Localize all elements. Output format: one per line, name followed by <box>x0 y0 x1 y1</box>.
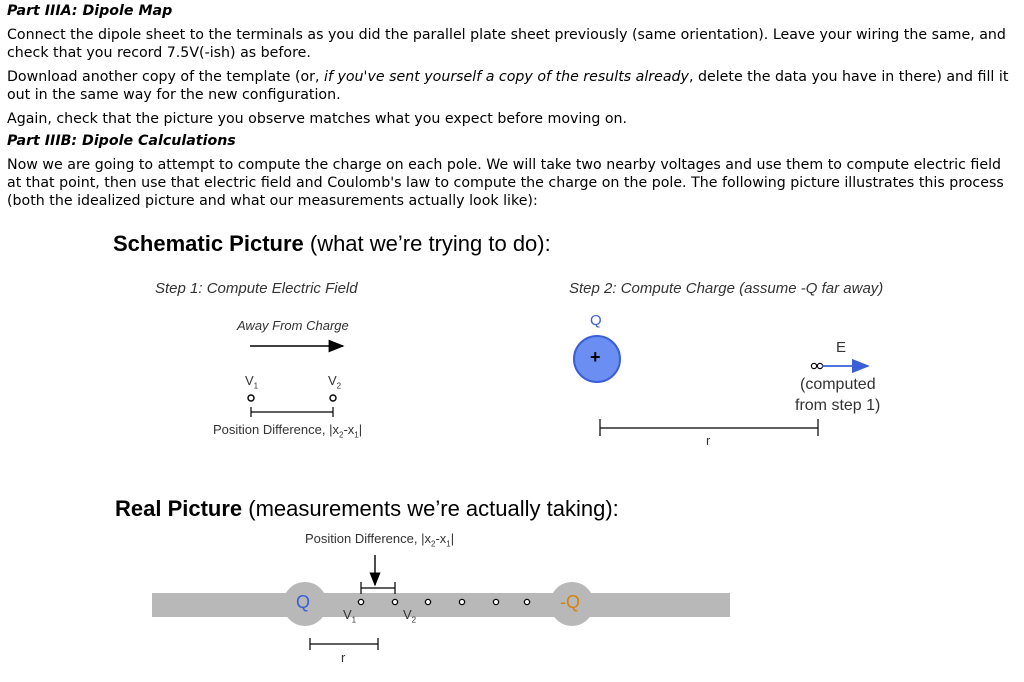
schematic-title-bold: Schematic Picture <box>113 231 304 256</box>
posdiff-mid: -x <box>343 422 355 437</box>
paragraph-compute-charge: Now we are going to attempt to compute the charge on each pole. We will take two nearby voltages and use them to compute electric field at that point, then use that electric field and Coulomb's law to compute the charge on the pole. The following picture illustrates this process (both the idealized picture and what our measurements actually look like): <box>7 157 1004 209</box>
plus-sign: + <box>590 347 601 367</box>
v1-text: V <box>245 373 254 388</box>
posdiff-a: Position Difference, |x <box>213 422 339 437</box>
posdiff-end: | <box>358 422 363 437</box>
paragraph-check-picture: Again, check that the picture you observe matches what you expect before moving on. <box>7 111 628 127</box>
real-v2-label <box>403 607 416 625</box>
v1-label <box>245 373 258 391</box>
real-title-bold: Real Picture <box>115 496 243 521</box>
step1-label: Step 1: Compute Electric Field <box>155 280 358 297</box>
para2-text-b: , delete the data you have in there) and fill it out in the same way for the new configuration. <box>7 69 1009 103</box>
real-r-label: r <box>341 650 346 665</box>
v1-sub: 1 <box>253 381 259 391</box>
dipole-bar <box>152 593 730 617</box>
posdiff-sub1: 2 <box>338 430 344 440</box>
real-v2-text: V <box>403 607 412 622</box>
para2-italic: if you've sent yourself a copy of the results already <box>324 69 689 85</box>
r-label: r <box>706 433 711 448</box>
v2-sub: 2 <box>336 381 342 391</box>
e-label: E <box>836 339 847 356</box>
real-v1-label <box>343 607 356 625</box>
part-3b-heading: Part IIIB: Dipole Calculations <box>7 133 236 149</box>
computed-label-2: from step 1) <box>795 397 881 414</box>
real-posdiff-mid: -x <box>435 531 447 546</box>
real-title-rest: (measurements we’re actually taking): <box>242 496 619 521</box>
computed-label-1: (computed <box>800 376 876 393</box>
real-v1-sub: 1 <box>351 615 357 625</box>
real-posdiff-end: | <box>450 531 455 546</box>
real-q-label: Q <box>296 592 311 612</box>
document-body <box>7 0 1019 220</box>
q-label: Q <box>590 312 602 329</box>
real-v1-text: V <box>343 607 352 622</box>
step2-label: Step 2: Compute Charge (assume -Q far away) <box>569 280 884 297</box>
real-v2-sub: 2 <box>411 615 417 625</box>
real-posdiff-sub1: 2 <box>430 539 436 549</box>
v2-point <box>330 395 336 401</box>
real-posdiff-label <box>305 531 454 549</box>
posdiff-sub2: 1 <box>354 430 359 440</box>
real-posdiff-a: Position Difference, |x <box>305 531 431 546</box>
paragraph-download-template <box>7 68 1019 104</box>
v2-label <box>328 373 341 391</box>
real-negq-label: -Q <box>560 592 580 612</box>
away-label: Away From Charge <box>237 318 349 333</box>
real-title <box>115 496 619 522</box>
part-3a-heading: Part IIIA: Dipole Map <box>7 3 173 19</box>
v2-text: V <box>328 373 337 388</box>
schematic-title <box>113 231 551 257</box>
schematic-title-rest: (what we’re trying to do): <box>303 231 551 256</box>
posdiff-label <box>213 422 362 440</box>
para2-text-a: Download another copy of the template (or, <box>7 69 325 85</box>
dipole-figure <box>0 220 1024 682</box>
real-posdiff-sub2: 1 <box>446 539 451 549</box>
paragraph-connect-dipole: Connect the dipole sheet to the terminals as you did the parallel plate sheet previously (same orientation). Leave your wiring the same, and check that you record 7.5V(-ish) as before. <box>7 27 1006 61</box>
v1-point <box>248 395 254 401</box>
